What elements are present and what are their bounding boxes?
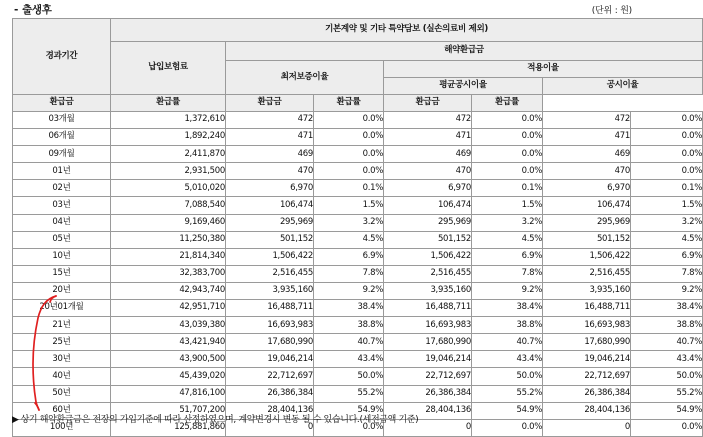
- cell-period: 06개월: [13, 129, 111, 146]
- table-row: [13, 282, 703, 299]
- cell-period: 21년: [13, 317, 111, 334]
- cell-premium: 42,951,710: [111, 300, 226, 317]
- cell-dis-ratio: 38.8%: [631, 317, 703, 334]
- cell-min-amount: 16,693,983: [226, 317, 314, 334]
- cell-avg-ratio: 0.0%: [472, 146, 543, 163]
- cell-avg-amount: 469: [384, 146, 472, 163]
- cell-dis-ratio: 50.0%: [631, 368, 703, 385]
- cell-dis-amount: 2,516,455: [543, 265, 631, 282]
- cell-premium: 7,088,540: [111, 197, 226, 214]
- cell-avg-amount: 106,474: [384, 197, 472, 214]
- cell-dis-amount: 19,046,214: [543, 351, 631, 368]
- cell-min-amount: 3,935,160: [226, 282, 314, 299]
- cell-min-amount: 22,712,697: [226, 368, 314, 385]
- cell-dis-amount: 3,935,160: [543, 282, 631, 299]
- cell-min-ratio: 50.0%: [314, 368, 384, 385]
- th-group-main: 기본계약 및 기타 특약담보 (실손의료비 제외): [111, 19, 703, 42]
- cell-dis-amount: 16,693,983: [543, 317, 631, 334]
- table-row: [13, 300, 703, 317]
- cell-dis-ratio: 0.0%: [631, 419, 703, 436]
- table-row: [13, 214, 703, 231]
- cell-dis-amount: 501,152: [543, 231, 631, 248]
- cell-min-amount: 26,386,384: [226, 385, 314, 402]
- cell-period: 10년: [13, 248, 111, 265]
- cell-min-amount: 6,970: [226, 180, 314, 197]
- cell-dis-amount: 106,474: [543, 197, 631, 214]
- cell-dis-amount: 28,404,136: [543, 402, 631, 419]
- cell-premium: 43,900,500: [111, 351, 226, 368]
- table-row: [13, 197, 703, 214]
- cell-avg-ratio: 1.5%: [472, 197, 543, 214]
- th-avg-ratio: 환급률: [314, 95, 384, 112]
- cell-dis-amount: 470: [543, 163, 631, 180]
- cell-avg-ratio: 4.5%: [472, 231, 543, 248]
- cell-min-ratio: 54.9%: [314, 402, 384, 419]
- table-row: [13, 180, 703, 197]
- table-body: [13, 112, 703, 437]
- cell-avg-ratio: 54.9%: [472, 402, 543, 419]
- cell-dis-ratio: 1.5%: [631, 197, 703, 214]
- cell-min-amount: 106,474: [226, 197, 314, 214]
- title-text: 출생후: [22, 4, 52, 16]
- cell-min-ratio: 0.0%: [314, 419, 384, 436]
- cell-period: 20년01개월: [13, 300, 111, 317]
- table-row: [13, 163, 703, 180]
- cell-min-amount: 295,969: [226, 214, 314, 231]
- cell-min-ratio: 38.8%: [314, 317, 384, 334]
- cell-premium: 42,943,740: [111, 282, 226, 299]
- cell-min-ratio: 40.7%: [314, 334, 384, 351]
- cell-period: 25년: [13, 334, 111, 351]
- cell-avg-ratio: 0.0%: [472, 112, 543, 129]
- cell-avg-ratio: 40.7%: [472, 334, 543, 351]
- cell-avg-ratio: 9.2%: [472, 282, 543, 299]
- cell-premium: 43,039,380: [111, 317, 226, 334]
- th-min-guarantee-rate: 최저보증이율: [226, 61, 384, 95]
- cell-min-ratio: 7.8%: [314, 265, 384, 282]
- cell-avg-amount: 3,935,160: [384, 282, 472, 299]
- cell-dis-ratio: 7.8%: [631, 265, 703, 282]
- cell-period: 04년: [13, 214, 111, 231]
- page-header: [0, 0, 644, 18]
- cell-min-amount: 501,152: [226, 231, 314, 248]
- cell-avg-amount: 19,046,214: [384, 351, 472, 368]
- cell-period: 03개월: [13, 112, 111, 129]
- cell-min-amount: 2,516,455: [226, 265, 314, 282]
- cell-avg-amount: 0: [384, 419, 472, 436]
- cell-avg-amount: 295,969: [384, 214, 472, 231]
- footer-arrow-icon: ▶: [12, 415, 19, 425]
- cell-min-ratio: 0.0%: [314, 146, 384, 163]
- cell-period: 100년: [13, 419, 111, 436]
- cell-min-amount: 471: [226, 129, 314, 146]
- th-dis-ratio: 환급률: [472, 95, 543, 112]
- cell-premium: 47,816,100: [111, 385, 226, 402]
- cell-period: 05년: [13, 231, 111, 248]
- cell-avg-amount: 17,680,990: [384, 334, 472, 351]
- cell-period: 02년: [13, 180, 111, 197]
- th-min-amount: 환급금: [13, 95, 111, 112]
- cell-avg-amount: 472: [384, 112, 472, 129]
- th-disclosed-rate: 공시이율: [543, 78, 703, 95]
- cell-min-ratio: 38.4%: [314, 300, 384, 317]
- cell-min-amount: 1,506,422: [226, 248, 314, 265]
- cell-min-ratio: 0.0%: [314, 163, 384, 180]
- page-title: [14, 2, 52, 17]
- cell-dis-amount: 472: [543, 112, 631, 129]
- header-row-5: [13, 95, 703, 112]
- cell-avg-ratio: 38.8%: [472, 317, 543, 334]
- cell-dis-amount: 22,712,697: [543, 368, 631, 385]
- cell-min-amount: 17,680,990: [226, 334, 314, 351]
- cell-premium: 5,010,020: [111, 180, 226, 197]
- th-applied-rate: 적용이율: [384, 61, 703, 78]
- cell-dis-ratio: 9.2%: [631, 282, 703, 299]
- cell-premium: 1,372,610: [111, 112, 226, 129]
- cell-premium: 125,881,860: [111, 419, 226, 436]
- cell-premium: 1,892,240: [111, 129, 226, 146]
- cell-premium: 21,814,340: [111, 248, 226, 265]
- th-avg-amount: 환급금: [226, 95, 314, 112]
- refund-table: [12, 18, 703, 437]
- cell-avg-amount: 2,516,455: [384, 265, 472, 282]
- cell-avg-ratio: 55.2%: [472, 385, 543, 402]
- cell-dis-amount: 16,488,711: [543, 300, 631, 317]
- cell-dis-ratio: 3.2%: [631, 214, 703, 231]
- cell-avg-amount: 16,488,711: [384, 300, 472, 317]
- cell-min-ratio: 3.2%: [314, 214, 384, 231]
- cell-avg-ratio: 0.0%: [472, 163, 543, 180]
- cell-min-amount: 28,404,136: [226, 402, 314, 419]
- th-dis-amount: 환급금: [384, 95, 472, 112]
- refund-table-container: [12, 18, 703, 437]
- cell-dis-ratio: 40.7%: [631, 334, 703, 351]
- cell-avg-ratio: 0.0%: [472, 129, 543, 146]
- cell-min-ratio: 0.0%: [314, 112, 384, 129]
- cell-min-ratio: 43.4%: [314, 351, 384, 368]
- cell-dis-ratio: 43.4%: [631, 351, 703, 368]
- cell-avg-ratio: 3.2%: [472, 214, 543, 231]
- cell-avg-amount: 26,386,384: [384, 385, 472, 402]
- cell-avg-amount: 16,693,983: [384, 317, 472, 334]
- footer-note: [12, 412, 418, 425]
- cell-min-amount: 469: [226, 146, 314, 163]
- cell-avg-ratio: 50.0%: [472, 368, 543, 385]
- table-row: [13, 351, 703, 368]
- cell-dis-ratio: 0.0%: [631, 146, 703, 163]
- cell-avg-amount: 470: [384, 163, 472, 180]
- cell-avg-amount: 28,404,136: [384, 402, 472, 419]
- cell-min-amount: 472: [226, 112, 314, 129]
- cell-avg-ratio: 43.4%: [472, 351, 543, 368]
- cell-min-ratio: 0.0%: [314, 129, 384, 146]
- table-row: [13, 248, 703, 265]
- cell-avg-ratio: 0.0%: [472, 419, 543, 436]
- cell-avg-ratio: 0.1%: [472, 180, 543, 197]
- cell-premium: 43,421,940: [111, 334, 226, 351]
- header-row-2: [13, 42, 703, 61]
- cell-dis-amount: 0: [543, 419, 631, 436]
- cell-min-ratio: 55.2%: [314, 385, 384, 402]
- cell-dis-amount: 471: [543, 129, 631, 146]
- table-row: [13, 231, 703, 248]
- cell-dis-ratio: 0.0%: [631, 129, 703, 146]
- table-row: [13, 317, 703, 334]
- cell-dis-ratio: 0.1%: [631, 180, 703, 197]
- cell-period: 15년: [13, 265, 111, 282]
- cell-avg-amount: 1,506,422: [384, 248, 472, 265]
- cell-min-amount: 0: [226, 419, 314, 436]
- cell-avg-ratio: 6.9%: [472, 248, 543, 265]
- cell-dis-amount: 17,680,990: [543, 334, 631, 351]
- cell-premium: 9,169,460: [111, 214, 226, 231]
- table-row: [13, 129, 703, 146]
- cell-premium: 32,383,700: [111, 265, 226, 282]
- cell-premium: 51,707,200: [111, 402, 226, 419]
- cell-avg-amount: 6,970: [384, 180, 472, 197]
- cell-dis-ratio: 4.5%: [631, 231, 703, 248]
- th-group-refund: 해약환급금: [226, 42, 703, 61]
- cell-min-ratio: 9.2%: [314, 282, 384, 299]
- title-bullet: -: [14, 4, 19, 16]
- cell-dis-ratio: 38.4%: [631, 300, 703, 317]
- cell-period: 01년: [13, 163, 111, 180]
- cell-period: 50년: [13, 385, 111, 402]
- cell-period: 40년: [13, 368, 111, 385]
- cell-avg-amount: 471: [384, 129, 472, 146]
- th-avg-disclosed-rate: 평균공시이율: [384, 78, 543, 95]
- cell-dis-ratio: 54.9%: [631, 402, 703, 419]
- cell-premium: 45,439,020: [111, 368, 226, 385]
- cell-period: 60년: [13, 402, 111, 419]
- cell-period: 30년: [13, 351, 111, 368]
- cell-period: 20년: [13, 282, 111, 299]
- header-row-1: [13, 19, 703, 42]
- cell-period: 09개월: [13, 146, 111, 163]
- table-row: [13, 385, 703, 402]
- table-row: [13, 112, 703, 129]
- cell-dis-amount: 6,970: [543, 180, 631, 197]
- cell-premium: 2,411,870: [111, 146, 226, 163]
- cell-min-ratio: 6.9%: [314, 248, 384, 265]
- table-row: [13, 265, 703, 282]
- cell-min-ratio: 4.5%: [314, 231, 384, 248]
- cell-avg-ratio: 38.4%: [472, 300, 543, 317]
- cell-dis-ratio: 0.0%: [631, 112, 703, 129]
- cell-min-ratio: 1.5%: [314, 197, 384, 214]
- table-row: [13, 368, 703, 385]
- cell-dis-amount: 1,506,422: [543, 248, 631, 265]
- cell-dis-ratio: 6.9%: [631, 248, 703, 265]
- th-period: 경과기간: [13, 19, 111, 95]
- table-row: [13, 334, 703, 351]
- cell-avg-amount: 501,152: [384, 231, 472, 248]
- unit-label: (단위 : 원): [591, 6, 632, 16]
- cell-dis-ratio: 0.0%: [631, 163, 703, 180]
- cell-dis-amount: 469: [543, 146, 631, 163]
- cell-avg-amount: 22,712,697: [384, 368, 472, 385]
- th-premium: 납입보험료: [111, 42, 226, 95]
- cell-min-amount: 470: [226, 163, 314, 180]
- table-row: [13, 146, 703, 163]
- cell-premium: 2,931,500: [111, 163, 226, 180]
- table-head: [13, 19, 703, 112]
- cell-dis-ratio: 55.2%: [631, 385, 703, 402]
- cell-premium: 11,250,380: [111, 231, 226, 248]
- cell-dis-amount: 26,386,384: [543, 385, 631, 402]
- cell-min-amount: 16,488,711: [226, 300, 314, 317]
- th-min-ratio: 환급률: [111, 95, 226, 112]
- cell-period: 03년: [13, 197, 111, 214]
- cell-avg-ratio: 7.8%: [472, 265, 543, 282]
- cell-dis-amount: 295,969: [543, 214, 631, 231]
- cell-min-ratio: 0.1%: [314, 180, 384, 197]
- cell-min-amount: 19,046,214: [226, 351, 314, 368]
- footer-note-text: 상기 해약환급금은 전장의 가입기준에 따라 산정하였으며, 계약변경시 변동 될 수 있습니다.(세전금액 기준): [20, 415, 419, 425]
